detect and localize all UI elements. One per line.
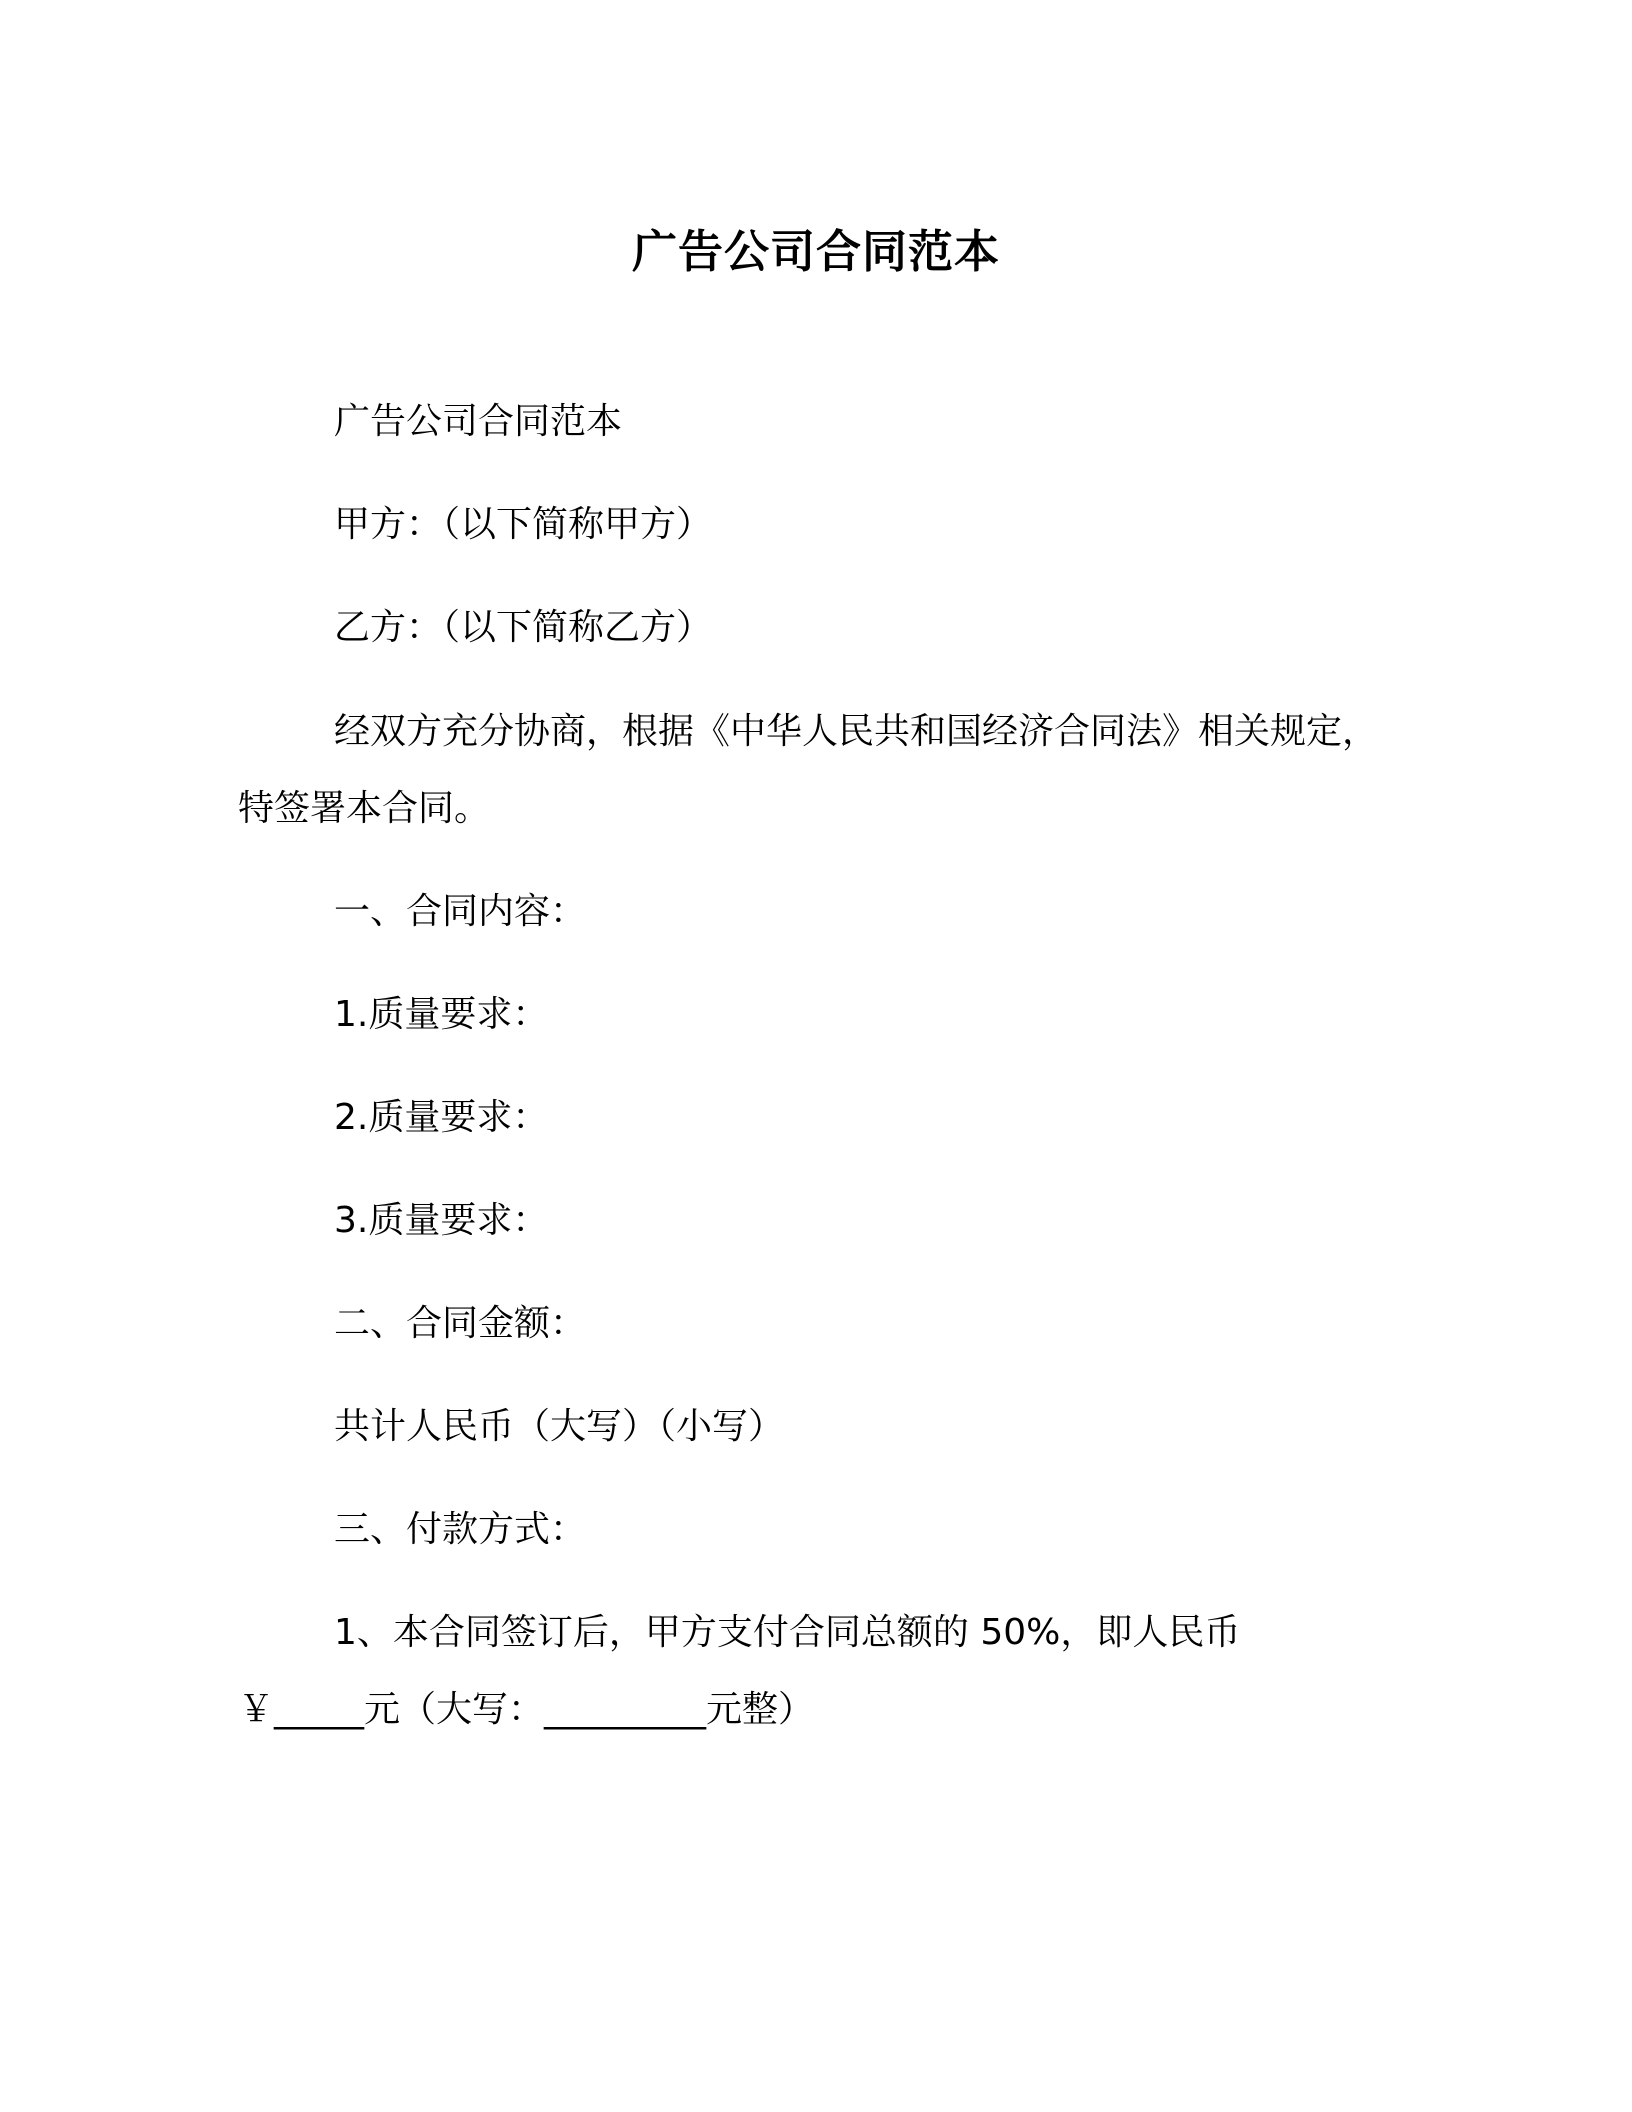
- quality-item: 1.质量要求：: [334, 994, 549, 1035]
- document-subtitle: 广告公司合同范本: [334, 401, 623, 442]
- party-a-line: 甲方：（以下简称甲方）: [334, 504, 713, 545]
- section-1-heading: 一、合同内容：: [334, 891, 587, 932]
- payment-line-2: ￥_____元（大写：_________元整）: [238, 1689, 815, 1730]
- preamble-line-2: 特签署本合同。: [238, 788, 491, 829]
- section-3-heading: 三、付款方式：: [334, 1509, 587, 1550]
- quality-item: 2.质量要求：: [334, 1097, 549, 1138]
- party-b-line: 乙方：（以下简称乙方）: [334, 607, 713, 648]
- amount-line: 共计人民币（大写）（小写）: [334, 1406, 785, 1447]
- quality-item: 3.质量要求：: [334, 1200, 549, 1241]
- preamble-line-1: 经双方充分协商，根据《中华人民共和国经济合同法》相关规定，: [334, 711, 1379, 752]
- document-title: 广告公司合同范本: [631, 225, 1000, 278]
- section-2-heading: 二、合同金额：: [334, 1303, 587, 1344]
- payment-line-1: 1、本合同签订后，甲方支付合同总额的 50%，即人民币: [334, 1612, 1241, 1653]
